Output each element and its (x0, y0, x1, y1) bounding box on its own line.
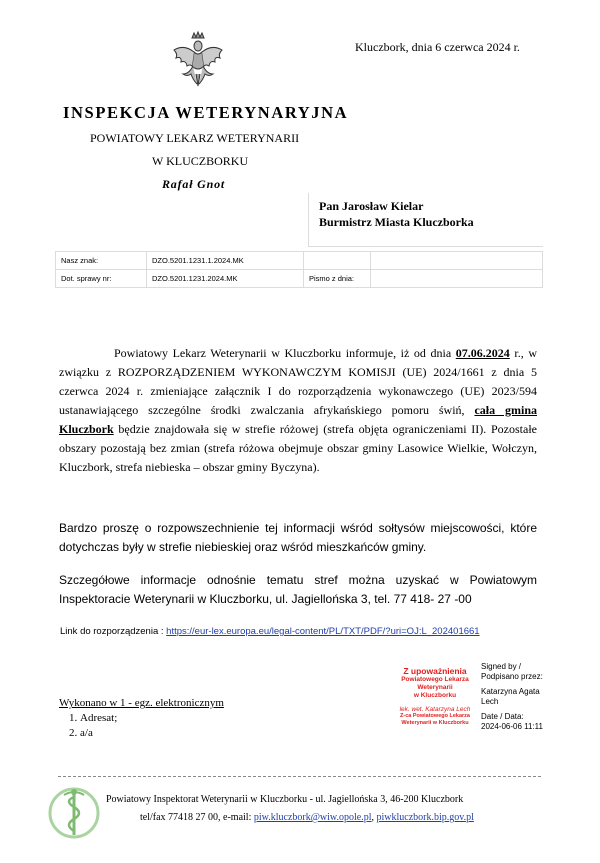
footer-separator: , (371, 812, 377, 823)
recipient-name: Pan Jarosław Kielar (319, 199, 424, 213)
distribution-title: Wykonano w 1 - egz. elektronicznym (59, 697, 224, 709)
distribution-list (59, 697, 224, 741)
sign-date-label: Date / Data: (481, 712, 524, 721)
footer-divider (58, 776, 541, 777)
stamp-line: Z-ca Powiatowego Lekarza (400, 713, 470, 719)
recipient-block (308, 193, 543, 247)
link-label: Link do rozporządzenia : (60, 626, 167, 637)
empty-cell (304, 252, 371, 270)
authorization-stamp (395, 666, 475, 727)
polish-eagle-emblem-icon (172, 30, 224, 90)
body-paragraph-2: Bardzo proszę o rozpowszechnienie tej informacji wśród sołtysów miejscowości, które dotychczas były w strefie niebieskiej oraz wśród mieszkańców gminy. (59, 521, 537, 554)
stamp-line: Weterynarii (417, 684, 453, 691)
our-ref-label: Nasz znak: (56, 252, 147, 270)
list-item: 1. Adresat; (80, 711, 224, 726)
document-date: Kluczbork, dnia 6 czerwca 2024 r. (355, 40, 520, 54)
p1-text-a: Powiatowy Lekarz Weterynarii w Kluczborku informuje, iż od dnia (114, 346, 456, 360)
body-paragraph-3: Szczegółowe informacje odnośnie tematu stref można uzyskać w Powiatowym Inspektoracie Weterynarii w Kluczborku, ul. Jagiellońska 3, tel. 77 418- 27 -00 (59, 573, 537, 606)
signer-name: Katarzyna Agata (481, 687, 540, 696)
case-label: Dot. sprawy nr: (56, 270, 147, 288)
signed-label: Signed by / (481, 662, 522, 671)
recipient-title: Burmistrz Miasta Kluczborka (319, 215, 474, 229)
our-ref-value: DZO.5201.1231.1.2024.MK (147, 252, 304, 270)
reference-row (56, 252, 543, 270)
signatory-name: Rafał Gnot (162, 177, 226, 191)
footer-address: Powiatowy Inspektorat Weterynarii w Kluczborku - ul. Jagiellońska 3, 46-200 Kluczbork (106, 794, 464, 805)
letter-date-label: Pismo z dnia: (304, 270, 371, 288)
letter-date-value (371, 270, 543, 288)
office-title-line1: POWIATOWY LEKARZ WETERYNARII (90, 131, 300, 145)
footer-bip-link[interactable]: piwkluczbork.bip.gov.pl (376, 812, 474, 823)
regulation-link[interactable]: https://eur-lex.europa.eu/legal-content/PL/TXT/PDF/?uri=OJ:L_202401661 (166, 626, 480, 637)
p1-gmina-highlight: cała gmina Kluczbork (59, 403, 537, 436)
stamp-line: Powiatowego Lekarza (401, 676, 469, 683)
organization-name: INSPEKCJA WETERYNARYJNA (63, 103, 349, 122)
regulation-link-line (60, 626, 480, 637)
reference-table (55, 251, 543, 288)
footer-contact (140, 812, 474, 823)
footer-phone: tel/fax 77418 27 00, e-mail: (140, 812, 254, 823)
signer-surname: Lech (481, 697, 499, 706)
veterinary-caduceus-logo-icon (48, 783, 100, 843)
stamp-line: Weterynarii w Kluczborku (401, 720, 469, 726)
empty-cell (371, 252, 543, 270)
p1-text-b: r., w związku z ROZPORZĄDZENIEM WYKONAWCZYM KOMISJI (UE) 2024/1661 z dnia 5 czerwca 2024 r. zmieniające załącznik I do rozporządzenia wykonawczego (UE) 2023/594 ustanawiającego szczególne środki zwalczania afrykańskiego pomoru świń, (59, 346, 537, 417)
body-paragraph-1 (59, 344, 537, 477)
footer-email-link[interactable]: piw.kluczbork@wiw.opole.pl (253, 812, 372, 823)
reference-row (56, 270, 543, 288)
case-value: DZO.5201.1231.2024.MK (147, 270, 304, 288)
stamp-line: w Kluczborku (413, 692, 457, 699)
sign-date-value: 2024-06-06 11:11 (481, 722, 543, 731)
stamp-line: lek. wet. Katarzyna Lech (399, 706, 471, 713)
digital-signature-info (481, 662, 543, 732)
signed-label-pl: Podpisano przez: (481, 672, 543, 681)
p1-effective-date: 07.06.2024 (455, 346, 510, 360)
p1-text-c: będzie znajdowała się w strefie różowej (strefa objęta ograniczeniami II). Pozostałe obszary pozostają bez zmian (strefa różowa obejmuje obszar gminy Lasowice Wielkie, Wołczyn, Kluczbork, strefa niebieska – obszar gminy Byczyna). (59, 422, 537, 474)
list-item: 2. a/a (80, 726, 224, 741)
office-title-line2: W KLUCZBORKU (152, 154, 249, 168)
stamp-line: Z upoważnienia (403, 666, 467, 676)
